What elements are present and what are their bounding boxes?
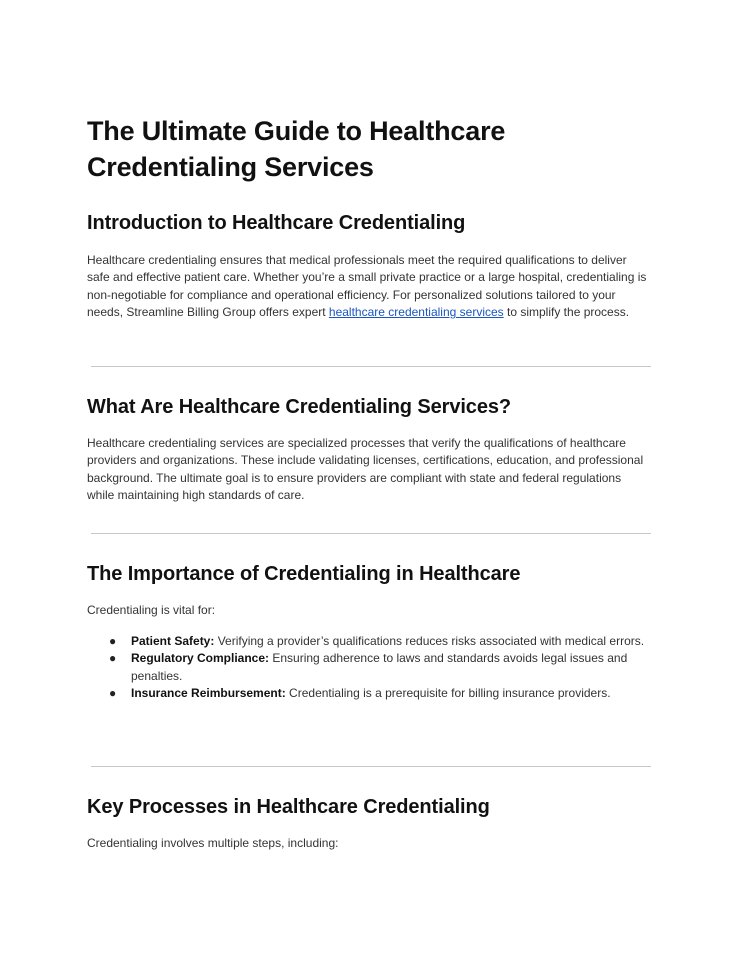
bullet-text: Verifying a provider’s qualifications reduces risks associated with medical errors. xyxy=(214,634,645,648)
introduction-paragraph xyxy=(87,252,647,322)
document-title: The Ultimate Guide to Healthcare Credentialing Services xyxy=(87,116,506,182)
section-divider xyxy=(91,533,651,534)
bullet-icon: ● xyxy=(109,686,117,701)
section-heading-introduction: Introduction to Healthcare Credentialing xyxy=(87,212,466,234)
section-heading-importance: The Importance of Credentialing in Healthcare xyxy=(87,563,521,585)
bullet-text: Credentialing is a prerequisite for billing insurance providers. xyxy=(285,686,611,701)
importance-bullet-list xyxy=(87,633,647,703)
bullet-label: Insurance Reimbursement: xyxy=(131,686,286,701)
list-item-insurance-reimbursement xyxy=(87,685,647,702)
bullet-icon: ● xyxy=(109,651,117,666)
list-item-patient-safety xyxy=(87,633,647,650)
healthcare-credentialing-services-link[interactable]: healthcare credentialing services xyxy=(328,305,504,320)
section-heading-what-are-services: What Are Healthcare Credentialing Services? xyxy=(87,396,511,418)
key-processes-intro-text: Credentialing involves multiple steps, including: xyxy=(87,836,339,850)
introduction-text-after-link: to simplify the process. xyxy=(503,305,630,320)
what-are-services-paragraph: Healthcare credentialing services are specialized processes that verify the qualifications of healthcare providers and organizations. These include validating licenses, certifications, education, and professional background. The ultimate goal is to ensure providers are compliant with state and federal regulations while maintaining high standards of care. xyxy=(87,436,644,503)
importance-intro-text: Credentialing is vital for: xyxy=(87,603,216,617)
bullet-label: Patient Safety: xyxy=(131,634,215,648)
bullet-label: Regulatory Compliance: xyxy=(131,651,270,666)
bullet-icon: ● xyxy=(109,634,117,648)
section-divider xyxy=(91,766,651,767)
bullet-text: Ensuring adherence to laws and standards avoids legal issues and penalties. xyxy=(131,651,628,683)
section-heading-key-processes: Key Processes in Healthcare Credentialing xyxy=(87,796,490,818)
introduction-text-before-link: Healthcare credentialing ensures that medical professionals meet the required qualifications to deliver safe and effective patient care. Whether you’re a small private practice or a large hospital, credentialing is non-negotiable for compliance and operational efficiency. For personalized solutions tailored to your needs, Streamline Billing Group offers expert xyxy=(87,253,647,320)
list-item-regulatory-compliance xyxy=(87,650,647,685)
section-divider xyxy=(91,366,651,367)
